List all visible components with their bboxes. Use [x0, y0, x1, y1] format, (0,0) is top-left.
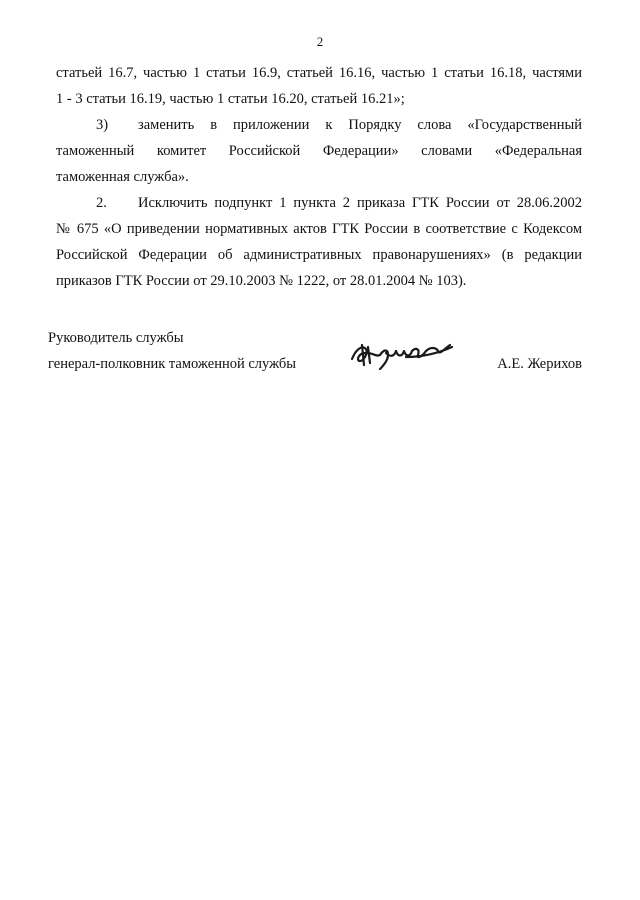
signatory-title: Руководитель службы: [48, 330, 184, 346]
text-fragment: Исключить подпункт 1 пункта 2 приказа ГТК России от 28.06.2002: [138, 195, 582, 211]
indent: [56, 195, 96, 211]
text-line: статьей 16.7, частью 1 статьи 16.9, статьей 16.16, частью 1 статьи 16.18, частями: [56, 65, 582, 81]
list-number: 2.: [96, 195, 107, 211]
text-fragment: заменить в приложении к Порядку слова «Государственный: [138, 117, 582, 133]
text-line: № 675 «О приведении нормативных актов ГТК России в соответствие с Кодексом: [56, 221, 582, 237]
paragraph-item-3: [56, 112, 582, 190]
text-line: [56, 112, 582, 138]
list-number: 3): [96, 117, 109, 133]
signatory-name: А.Е. Жерихов: [497, 356, 582, 372]
paragraph-continuation: [56, 60, 582, 112]
document-body: [56, 60, 582, 294]
page-number: 2: [316, 34, 324, 49]
text-line: таможенная служба».: [56, 169, 189, 185]
text-line: таможенный комитет Российской Федерации» словами «Федеральная: [56, 143, 582, 159]
text-line: приказов ГТК России от 29.10.2003 № 1222, от 28.01.2004 № 103).: [56, 273, 467, 289]
text-line: [56, 190, 582, 216]
signature-block: [48, 325, 582, 377]
indent: [56, 117, 96, 133]
signatory-rank: генерал-полковник таможенной службы: [48, 356, 297, 372]
text-line: 1 - 3 статьи 16.19, частью 1 статьи 16.20, статьей 16.21»;: [56, 91, 405, 107]
text-line: Российской Федерации об административных правонарушениях» (в редакции: [56, 247, 582, 263]
handwritten-signature: [346, 335, 456, 371]
paragraph-item-2: [56, 190, 582, 294]
